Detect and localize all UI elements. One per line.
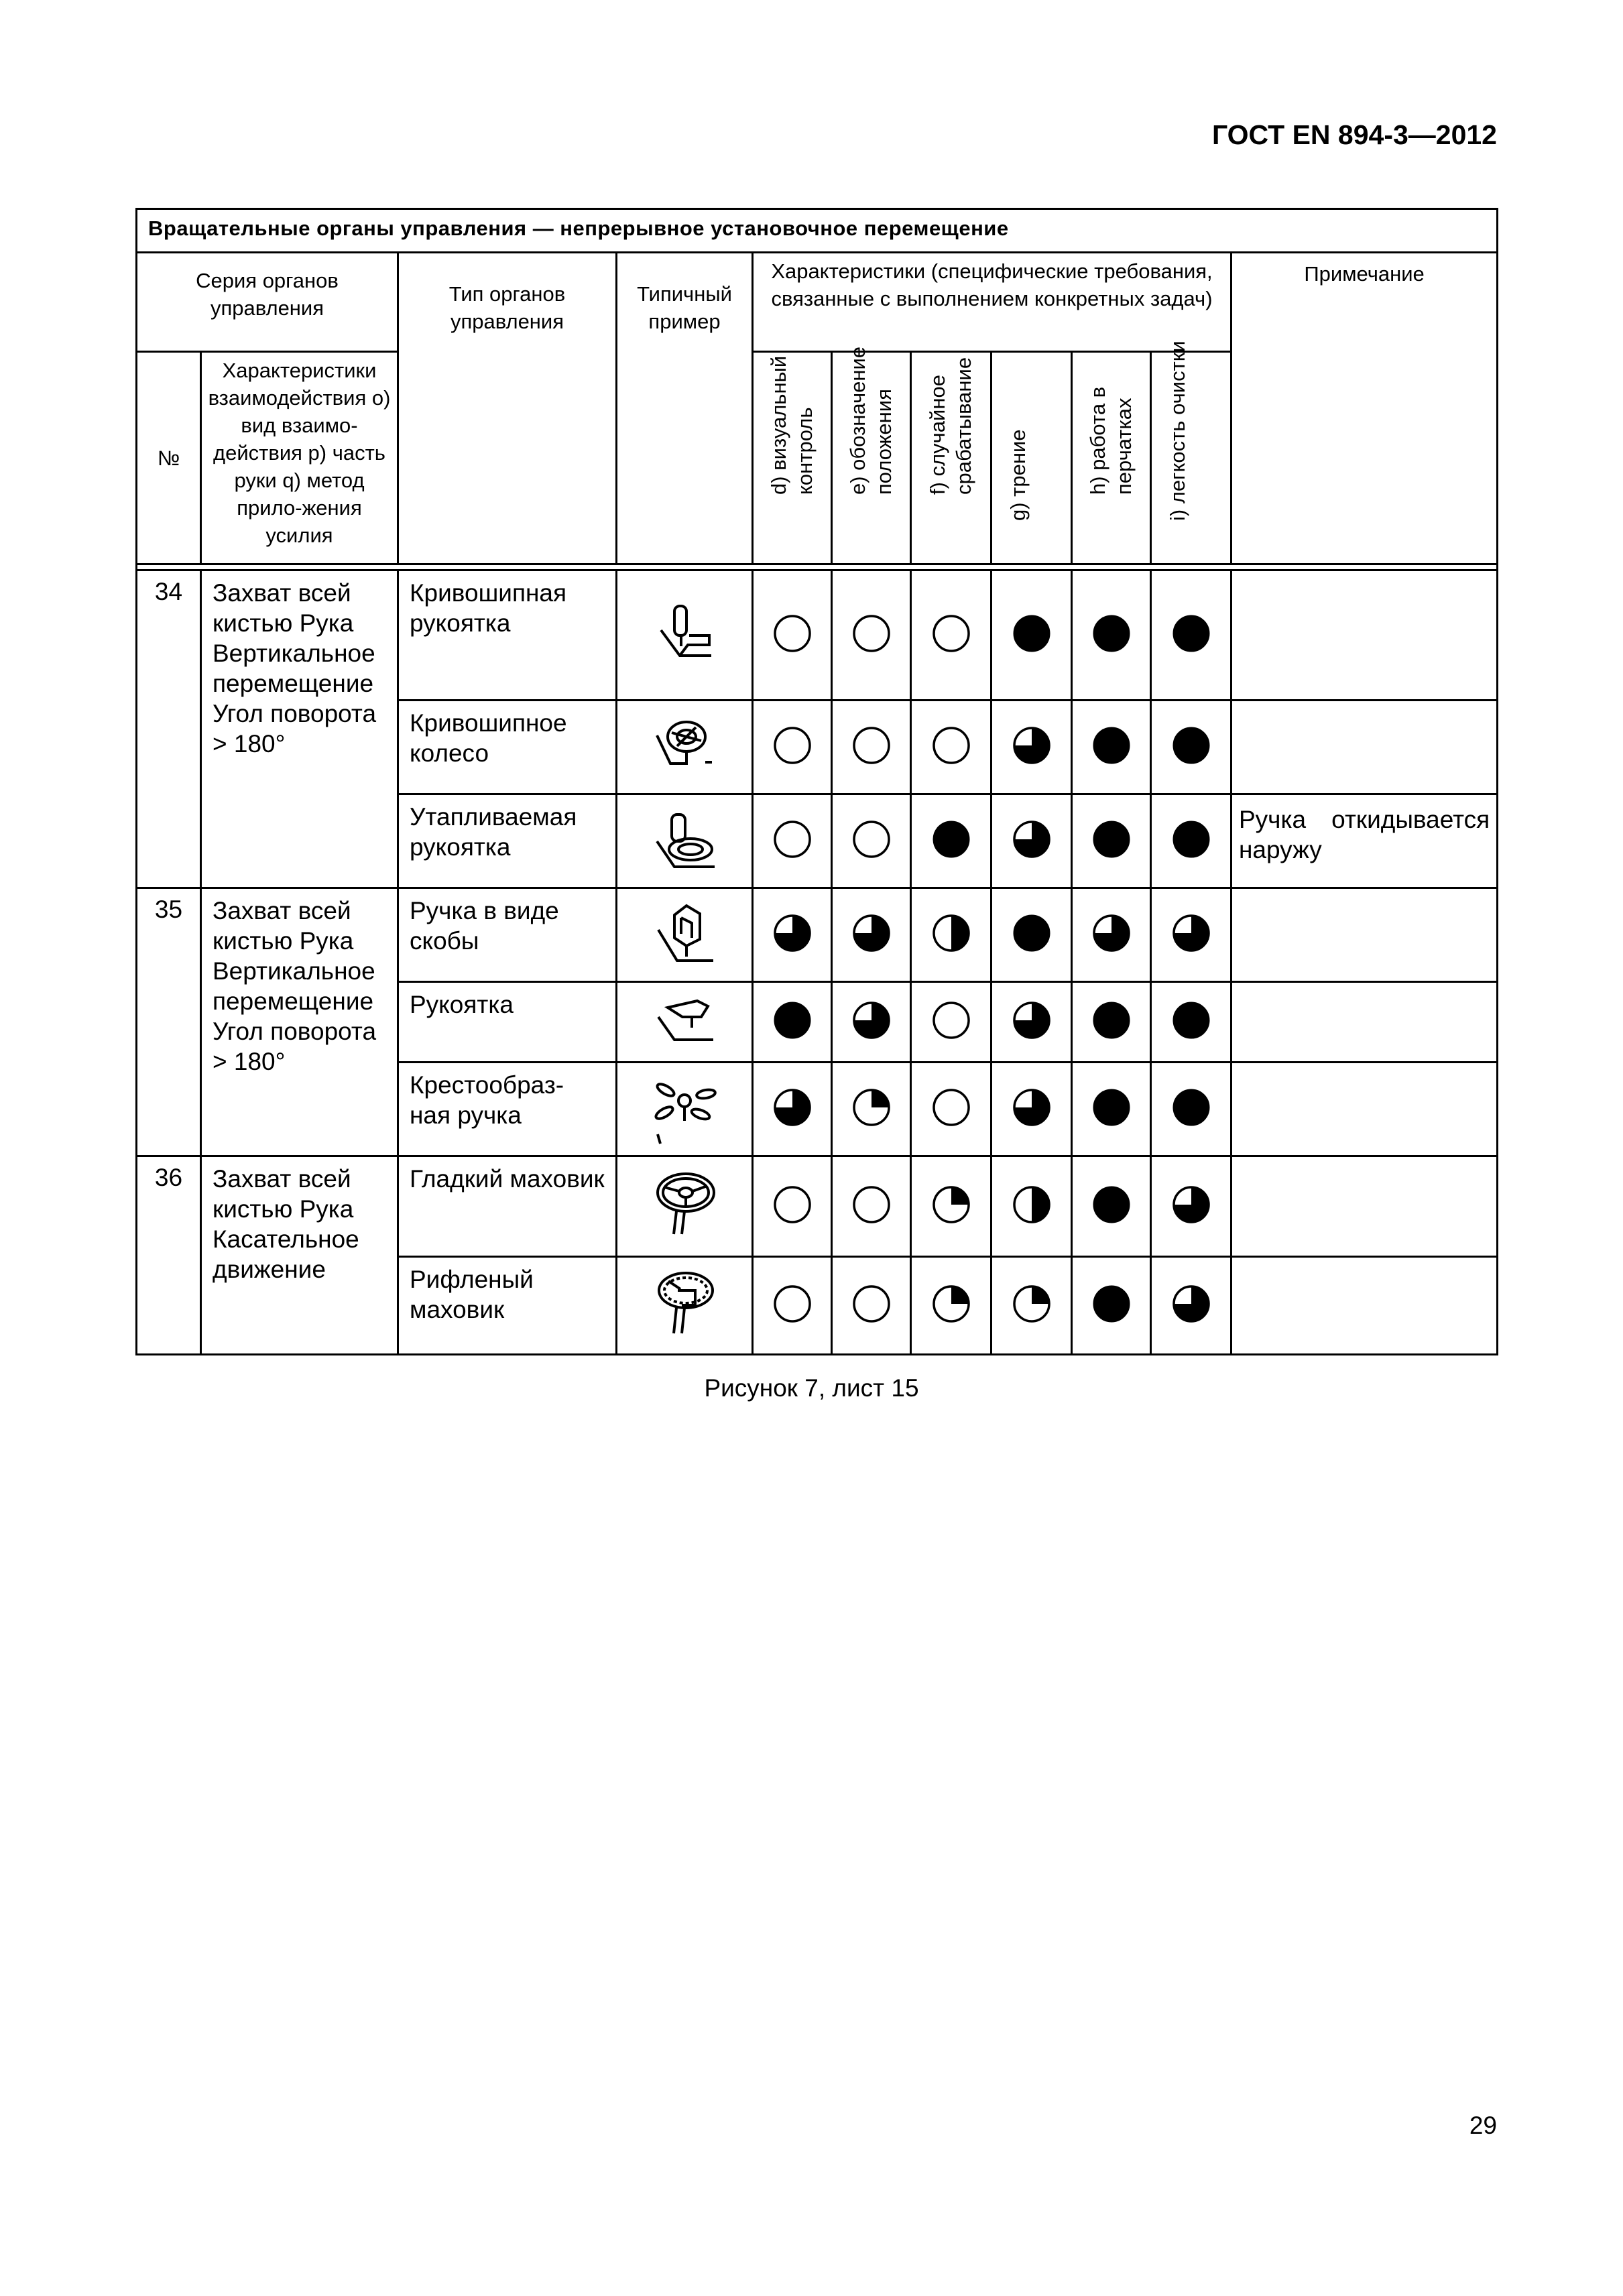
ribbed-handwheel-icon — [617, 1257, 753, 1355]
rating-mark — [930, 1283, 972, 1325]
rating-mark — [851, 1184, 892, 1225]
row-number: 35 — [137, 888, 201, 1156]
retractable-handle-icon — [617, 794, 753, 888]
rating-visual — [753, 982, 832, 1063]
rating-position — [832, 1257, 911, 1355]
note-cell — [1231, 1257, 1498, 1355]
note-cell — [1231, 1156, 1498, 1257]
rating-mark — [772, 1000, 813, 1041]
interaction-header: Характеристики взаимодействия o) вид взаимо-действия p) часть руки q) метод прило-жения усилия — [201, 352, 398, 564]
rating-gloves — [1072, 982, 1151, 1063]
rating-mark — [1170, 725, 1212, 766]
rating-friction — [991, 794, 1072, 888]
characteristics-group-header: Характеристики (специфические требования, связанные с выполнением конкретных задач) — [753, 253, 1231, 352]
lever-handle-icon — [617, 982, 753, 1063]
control-type: Рифленый маховик — [398, 1257, 617, 1355]
interaction-cell: Захват всей кистью Рука Вертикальное перемещение Угол поворота > 180° — [201, 570, 398, 888]
rating-accidental — [911, 1257, 991, 1355]
rating-position — [832, 888, 911, 982]
char-header-position: e) обозначение положения — [832, 352, 911, 564]
rating-mark — [851, 1000, 892, 1041]
rating-accidental — [911, 888, 991, 982]
rating-friction — [991, 570, 1072, 701]
note-header: Примечание — [1231, 253, 1498, 564]
rating-cleaning — [1151, 794, 1231, 888]
rating-mark — [930, 613, 972, 654]
rating-mark — [1091, 1184, 1132, 1225]
rating-mark — [851, 912, 892, 954]
rating-position — [832, 701, 911, 794]
rating-visual — [753, 888, 832, 982]
rating-mark — [851, 1087, 892, 1128]
char-header-friction: g) трение — [991, 352, 1072, 564]
rating-mark — [930, 819, 972, 860]
interaction-cell: Захват всей кистью Рука Касательное движение — [201, 1156, 398, 1355]
rating-gloves — [1072, 1156, 1151, 1257]
rating-mark — [1170, 613, 1212, 654]
rating-mark — [1170, 1000, 1212, 1041]
rating-mark — [772, 819, 813, 860]
type-header: Тип органов управления — [398, 253, 617, 564]
smooth-handwheel-icon — [617, 1156, 753, 1257]
rating-position — [832, 982, 911, 1063]
note-cell — [1231, 888, 1498, 982]
header-separator — [137, 564, 1498, 570]
rating-cleaning — [1151, 888, 1231, 982]
rating-mark — [772, 613, 813, 654]
rating-friction — [991, 1063, 1072, 1156]
note-cell: Ручка откидывается наружу — [1231, 794, 1498, 888]
rating-mark — [1170, 1087, 1212, 1128]
rating-mark — [1011, 1000, 1053, 1041]
rating-friction — [991, 1156, 1072, 1257]
char-header-accidental: f) случайное срабатывание — [911, 352, 991, 564]
control-type: Крестообраз-ная ручка — [398, 1063, 617, 1156]
rating-accidental — [911, 1063, 991, 1156]
rating-mark — [772, 1184, 813, 1225]
rating-cleaning — [1151, 1156, 1231, 1257]
note-cell — [1231, 701, 1498, 794]
row-number: 36 — [137, 1156, 201, 1355]
rating-mark — [1011, 1184, 1053, 1225]
rating-mark — [930, 1087, 972, 1128]
rating-mark — [851, 1283, 892, 1325]
rating-visual — [753, 1257, 832, 1355]
rating-visual — [753, 701, 832, 794]
rating-mark — [1091, 912, 1132, 954]
rating-position — [832, 1063, 911, 1156]
rating-mark — [1091, 1087, 1132, 1128]
rating-friction — [991, 888, 1072, 982]
crank-wheel-icon — [617, 701, 753, 794]
rating-mark — [851, 819, 892, 860]
control-type: Утапливаемая рукоятка — [398, 794, 617, 888]
rating-position — [832, 1156, 911, 1257]
rating-mark — [772, 1087, 813, 1128]
rating-mark — [851, 725, 892, 766]
rating-mark — [1170, 819, 1212, 860]
document-header: ГОСТ EN 894-3—2012 — [1211, 119, 1497, 150]
rating-cleaning — [1151, 1257, 1231, 1355]
rating-gloves — [1072, 1257, 1151, 1355]
rating-accidental — [911, 570, 991, 701]
char-header-gloves: h) работа в перчатках — [1072, 352, 1151, 564]
rating-position — [832, 794, 911, 888]
note-cell — [1231, 1063, 1498, 1156]
rating-mark — [930, 1184, 972, 1225]
rating-mark — [1091, 819, 1132, 860]
rating-accidental — [911, 794, 991, 888]
table-row — [137, 888, 1498, 982]
rating-mark — [772, 1283, 813, 1325]
control-type: Гладкий маховик — [398, 1156, 617, 1257]
crank-handle-icon — [617, 570, 753, 701]
rating-cleaning — [1151, 570, 1231, 701]
rating-mark — [1011, 613, 1053, 654]
rating-mark — [930, 1000, 972, 1041]
rating-mark — [1011, 1087, 1053, 1128]
rating-mark — [1091, 1283, 1132, 1325]
figure-caption: Рисунок 7, лист 15 — [704, 1374, 919, 1402]
rating-gloves — [1072, 701, 1151, 794]
series-header: Серия органов управления — [137, 253, 398, 352]
controls-table — [135, 208, 1498, 1355]
page-number: 29 — [1469, 2112, 1497, 2139]
rating-friction — [991, 701, 1072, 794]
rating-mark — [1170, 1184, 1212, 1225]
note-cell — [1231, 570, 1498, 701]
char-header-visual: d) визуальный контроль — [753, 352, 832, 564]
rating-mark — [1091, 613, 1132, 654]
rating-visual — [753, 1063, 832, 1156]
rating-friction — [991, 982, 1072, 1063]
rating-mark — [1011, 912, 1053, 954]
rating-cleaning — [1151, 982, 1231, 1063]
interaction-cell: Захват всей кистью Рука Вертикальное перемещение Угол поворота > 180° — [201, 888, 398, 1156]
table-row — [137, 1156, 1498, 1257]
rating-accidental — [911, 982, 991, 1063]
rating-gloves — [1072, 570, 1151, 701]
rating-mark — [930, 725, 972, 766]
rating-gloves — [1072, 794, 1151, 888]
example-header: Типичный пример — [617, 253, 753, 564]
rating-gloves — [1072, 888, 1151, 982]
rating-mark — [1091, 725, 1132, 766]
rating-mark — [1170, 912, 1212, 954]
rating-accidental — [911, 701, 991, 794]
control-type: Ручка в виде скобы — [398, 888, 617, 982]
rating-cleaning — [1151, 1063, 1231, 1156]
rating-cleaning — [1151, 701, 1231, 794]
star-knob-icon — [617, 1063, 753, 1156]
rating-mark — [772, 725, 813, 766]
note-cell — [1231, 982, 1498, 1063]
rating-friction — [991, 1257, 1072, 1355]
rating-mark — [851, 613, 892, 654]
control-type: Кривошипная рукоятка — [398, 570, 617, 701]
bracket-handle-icon — [617, 888, 753, 982]
rating-mark — [930, 912, 972, 954]
control-type: Кривошипное колесо — [398, 701, 617, 794]
rating-mark — [1170, 1283, 1212, 1325]
rating-visual — [753, 794, 832, 888]
rating-mark — [1011, 1283, 1053, 1325]
rating-mark — [772, 912, 813, 954]
rating-gloves — [1072, 1063, 1151, 1156]
rating-mark — [1091, 1000, 1132, 1041]
rating-mark — [1011, 819, 1053, 860]
table-row — [137, 570, 1498, 701]
rating-accidental — [911, 1156, 991, 1257]
rating-visual — [753, 570, 832, 701]
row-number: 34 — [137, 570, 201, 888]
char-header-cleaning: i) легкость очистки — [1151, 352, 1231, 564]
table-title: Вращательные органы управления — непрерывное установочное перемещение — [137, 209, 1498, 253]
rating-mark — [1011, 725, 1053, 766]
rating-visual — [753, 1156, 832, 1257]
number-header: № — [137, 352, 201, 564]
rating-position — [832, 570, 911, 701]
control-type: Рукоятка — [398, 982, 617, 1063]
